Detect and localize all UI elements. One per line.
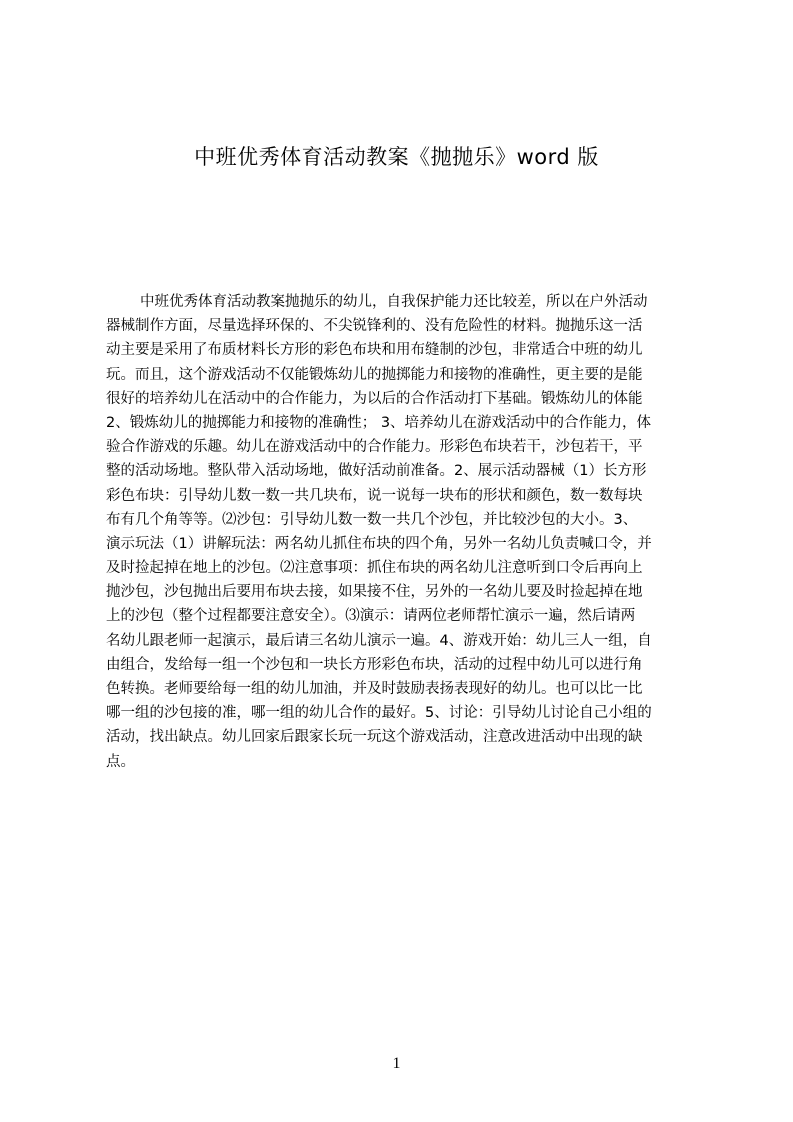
body-line: 中班优秀体育活动教案抛抛乐的幼儿，自我保护能力还比较差，所以在户外活动: [140, 294, 648, 310]
body-line: 验合作游戏的乐趣。幼儿在游戏活动中的合作能力。形彩色布块若干，沙包若干，平: [106, 439, 643, 456]
body-line: 2、锻炼幼儿的抛掷能力和接物的准确性； 3、培养幼儿在游戏活动中的合作能力，体: [106, 414, 652, 431]
body-line: 哪一组的沙包接的准，哪一组的幼儿合作的最好。5、讨论：引导幼儿讨论自己小组的: [106, 705, 652, 722]
body-line: 上的沙包（整个过程都要注意安全）。⑶演示：请两位老师帮忙演示一遍，然后请两: [106, 608, 636, 625]
body-line: 点。: [106, 753, 135, 770]
body-line: 彩色布块：引导幼儿数一数一共几块布，说一说每一块布的形状和颜色，数一数每块: [106, 487, 643, 504]
page-number: 1: [392, 1055, 401, 1072]
document-title: 中班优秀体育活动教案《抛抛乐》word 版: [194, 145, 599, 169]
body-line: 器械制作方面，尽量选择环保的、不尖锐锋利的、没有危险性的材料。抛抛乐这一活: [106, 318, 643, 335]
body-line: 由组合，发给每一组一个沙包和一块长方形彩色布块，活动的过程中幼儿可以进行角: [106, 656, 643, 673]
body-line: 及时捡起掉在地上的沙包。⑵注意事项：抓住布块的两名幼儿注意听到口令后再向上: [106, 560, 643, 577]
body-line: 色转换。老师要给每一组的幼儿加油，并及时鼓励表扬表现好的幼儿。也可以比一比: [106, 681, 643, 697]
body-line: 活动，找出缺点。幼儿回家后跟家长玩一玩这个游戏活动，注意改进活动中出现的缺: [106, 729, 643, 746]
body-line: 整的活动场地。整队带入活动场地，做好活动前准备。2、展示活动器械（1）长方形: [106, 463, 647, 480]
body-line: 很好的培养幼儿在活动中的合作能力，为以后的合作活动打下基础。锻炼幼儿的体能: [106, 390, 643, 407]
body-line: 布有几个角等等。⑵沙包：引导幼儿数一数一共几个沙包，并比较沙包的大小。3、: [106, 511, 638, 528]
body-line: 演示玩法（1）讲解玩法：两名幼儿抓住布块的四个角，另外一名幼儿负责喊口令，并: [106, 535, 652, 552]
document-body: [106, 290, 698, 774]
body-line: 抛沙包，沙包抛出后要用布块去接，如果接不住，另外的一名幼儿要及时捡起掉在地: [106, 584, 643, 601]
body-line: 玩。而且，这个游戏活动不仅能锻炼幼儿的抛掷能力和接物的准确性，更主要的是能: [106, 366, 643, 383]
body-line: 名幼儿跟老师一起演示，最后请三名幼儿演示一遍。4、游戏开始：幼儿三人一组，自: [106, 632, 652, 649]
body-line: 动主要是采用了布质材料长方形的彩色布块和用布缝制的沙包，非常适合中班的幼儿: [106, 342, 643, 359]
